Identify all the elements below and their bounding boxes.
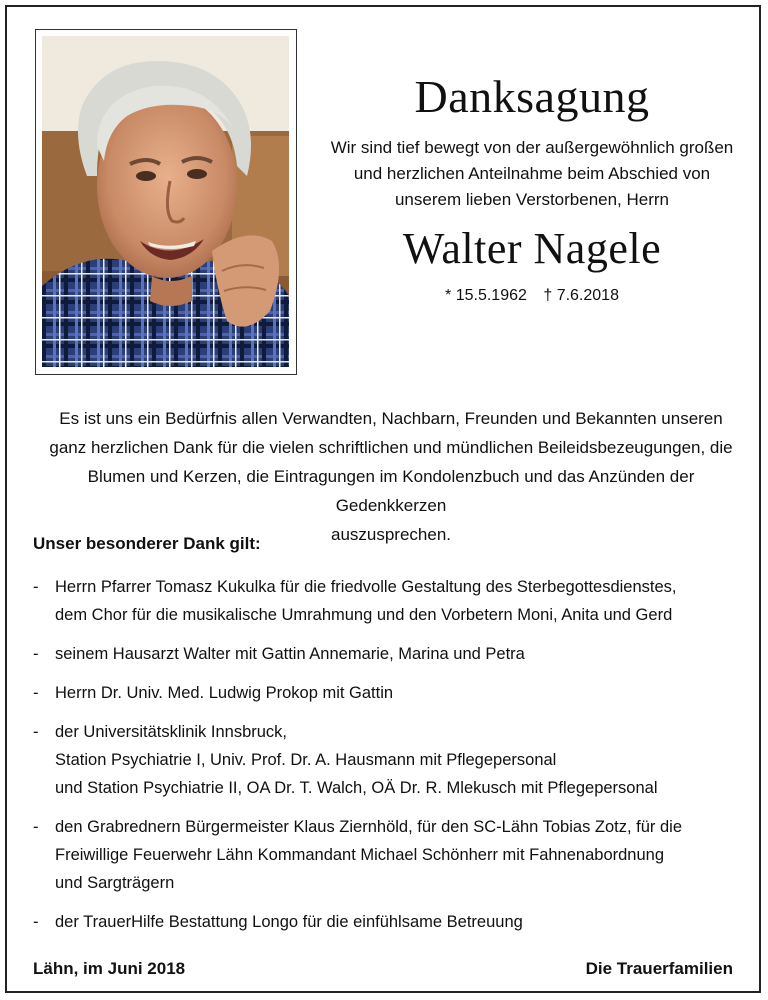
gratitude-paragraph xyxy=(33,404,749,549)
birth-date: * 15.5.1962 xyxy=(445,287,527,304)
list-item-line: seinem Hausarzt Walter mit Gattin Annemarie, Marina und Petra xyxy=(55,645,525,663)
list-item-line: Herrn Pfarrer Tomasz Kukulka für die friedvolle Gestaltung des Sterbegottesdienstes, xyxy=(55,578,677,596)
paragraph-line: Blumen und Kerzen, die Eintragungen im Kondolenzbuch und das Anzünden der Gedenkkerzen xyxy=(87,467,695,515)
life-dates xyxy=(307,285,757,307)
list-item-line: der Universitätsklinik Innsbruck, xyxy=(55,723,287,741)
special-thanks-heading: Unser besonderer Dank gilt: xyxy=(33,534,261,553)
intro-line: und herzlichen Anteilnahme beim Abschied von xyxy=(353,164,711,183)
portrait-illustration xyxy=(42,36,289,367)
list-item-line: dem Chor für die musikalische Umrahmung und den Vorbetern Moni, Anita und Gerd xyxy=(55,606,673,624)
death-date: † 7.6.2018 xyxy=(543,287,619,304)
deceased-name: Walter Nagele xyxy=(402,224,662,273)
list-item-line: der TrauerHilfe Bestattung Longo für die einfühlsame Betreuung xyxy=(55,913,523,931)
paragraph-line: auszusprechen. xyxy=(330,525,452,544)
list-dash: - xyxy=(33,723,39,741)
signature: Die Trauerfamilien xyxy=(585,959,733,978)
paragraph-line: ganz herzlichen Dank für die vielen schriftlichen und mündlichen Beileidsbezeugungen, die xyxy=(49,438,733,457)
list-dash: - xyxy=(33,818,39,836)
portrait-photo xyxy=(42,36,289,367)
intro-line: Wir sind tief bewegt von der außergewöhnlich großen xyxy=(330,138,734,157)
list-item xyxy=(33,908,749,936)
place-date: Lähn, im Juni 2018 xyxy=(33,959,186,978)
list-dash: - xyxy=(33,645,39,663)
list-item xyxy=(33,813,749,897)
paragraph-line: Es ist uns ein Bedürfnis allen Verwandten, Nachbarn, Freunden und Bekannten unseren xyxy=(59,409,723,428)
list-item-line: Station Psychiatrie I, Univ. Prof. Dr. A. Hausmann mit Pflegepersonal xyxy=(55,751,557,769)
portrait-frame xyxy=(35,29,297,375)
intro-line: unserem lieben Verstorbenen, Herrn xyxy=(394,190,670,209)
list-dash: - xyxy=(33,684,39,702)
obituary-card xyxy=(5,5,761,993)
heading-block xyxy=(307,67,757,307)
special-thanks-list xyxy=(33,573,749,947)
list-item xyxy=(33,640,749,668)
list-item-line: und Sargträgern xyxy=(55,874,175,892)
list-item-line: Herrn Dr. Univ. Med. Ludwig Prokop mit Gattin xyxy=(55,684,394,702)
list-item xyxy=(33,718,749,802)
list-dash: - xyxy=(33,913,39,931)
intro-text xyxy=(307,135,757,213)
list-item-line: Freiwillige Feuerwehr Lähn Kommandant Michael Schönherr mit Fahnenabordnung xyxy=(55,846,664,864)
list-item-line: den Grabrednern Bürgermeister Klaus Ziernhöld, für den SC-Lähn Tobias Zotz, für die xyxy=(55,818,683,836)
page-title: Danksagung xyxy=(414,71,650,122)
list-item xyxy=(33,679,749,707)
list-item-line: und Station Psychiatrie II, OA Dr. T. Walch, OÄ Dr. R. Mlekusch mit Pflegepersonal xyxy=(55,779,658,797)
list-item xyxy=(33,573,749,629)
list-dash: - xyxy=(33,578,39,596)
